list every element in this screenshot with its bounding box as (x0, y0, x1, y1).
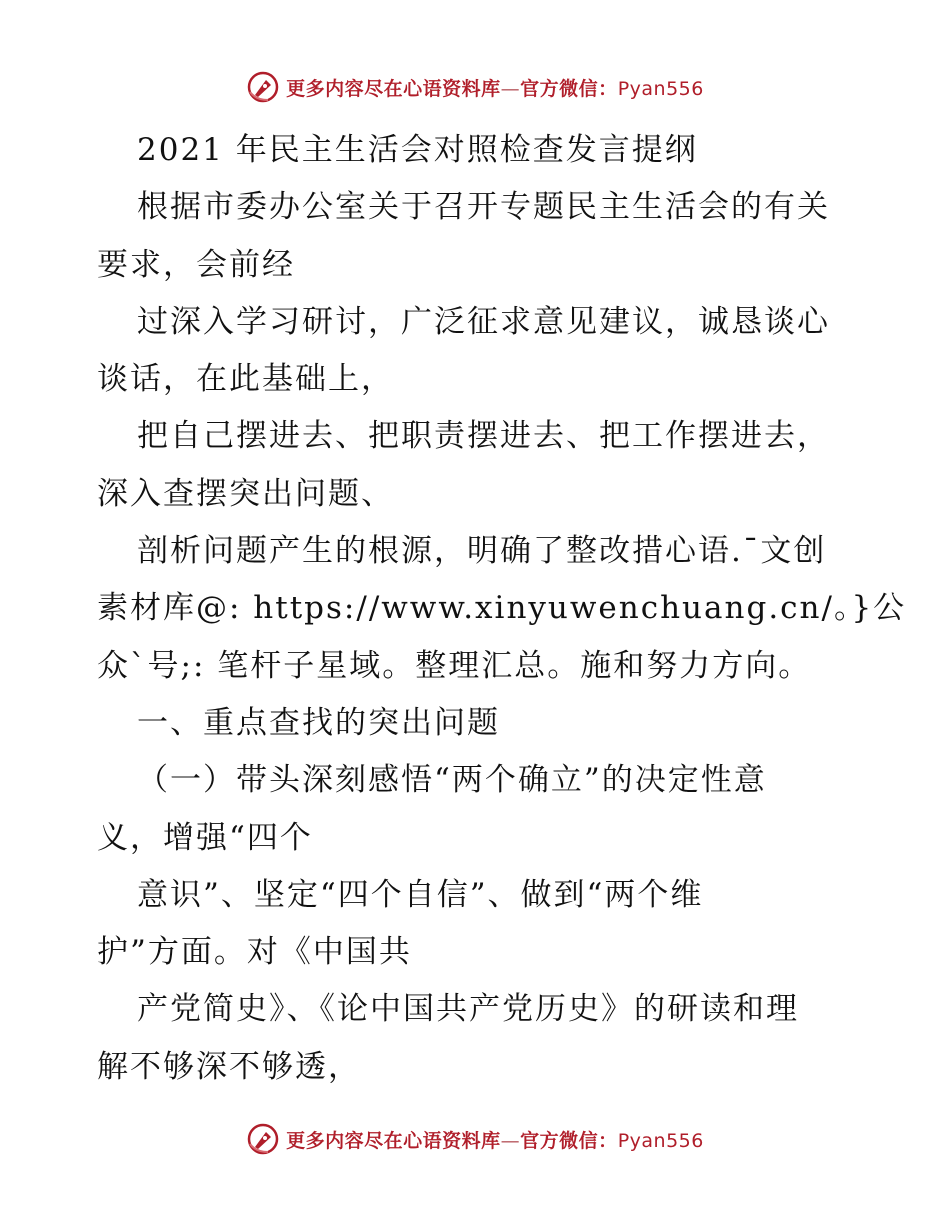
section-heading: 一、重点查找的突出问题 (137, 704, 500, 741)
watermark-dash: — (500, 1129, 521, 1152)
watermark-wechat-id: Pyan556 (617, 1129, 704, 1152)
paragraph-line: 义，增强“四个 (97, 819, 313, 856)
paragraph-line: 根据市委办公室关于召开专题民主生活会的有关 (137, 189, 830, 226)
pen-nib-logo-icon (246, 1122, 280, 1156)
paragraph-line: 把自己摆进去、把职责摆进去、把工作摆进去， (137, 418, 830, 455)
document-body (97, 122, 907, 1096)
paragraph-line: 解不够深不够透， (97, 1048, 361, 1085)
watermark-wechat-label: 官方微信： (520, 1129, 618, 1152)
paragraph-line: 素材库@: https://www.xinyuwenchuang.cn/。}公 (97, 590, 907, 627)
paragraph-line: 产党简史》、《论中国共产党历史》的研读和理 (137, 991, 799, 1028)
watermark-dash: — (500, 77, 521, 100)
paragraph-line: 谈话，在此基础上， (97, 361, 394, 398)
watermark-text (286, 74, 704, 101)
watermark-source: 更多内容尽在心语资料库 (286, 1129, 501, 1152)
paragraph-line: 要求，会前经 (97, 246, 295, 283)
paragraph-line: 深入查摆突出问题、 (97, 475, 394, 512)
watermark-wechat-id: Pyan556 (617, 77, 704, 100)
paragraph-line: （一）带头深刻感悟“两个确立”的决定性意 (137, 762, 767, 799)
paragraph-line: 过深入学习研讨，广泛征求意见建议，诚恳谈心 (137, 303, 830, 340)
paragraph-line: 护”方面。对《中国共 (97, 934, 412, 971)
document-title: 2021 年民主生活会对照检查发言提纲 (137, 132, 698, 168)
watermark-wechat-label: 官方微信： (520, 77, 618, 100)
watermark-source: 更多内容尽在心语资料库 (286, 77, 501, 100)
paragraph-line: 意识”、坚定“四个自信”、做到“两个维 (137, 876, 704, 913)
paragraph-line: 众`号;: 笔杆子星域。整理汇总。施和努力方向。 (97, 647, 812, 684)
watermark-banner-bottom (0, 1122, 950, 1156)
watermark-text (286, 1126, 704, 1153)
paragraph-line: 剖析问题产生的根源，明确了整改措心语.¯文创 (137, 533, 827, 570)
pen-nib-logo-icon (246, 70, 280, 104)
watermark-banner-top (0, 70, 950, 104)
